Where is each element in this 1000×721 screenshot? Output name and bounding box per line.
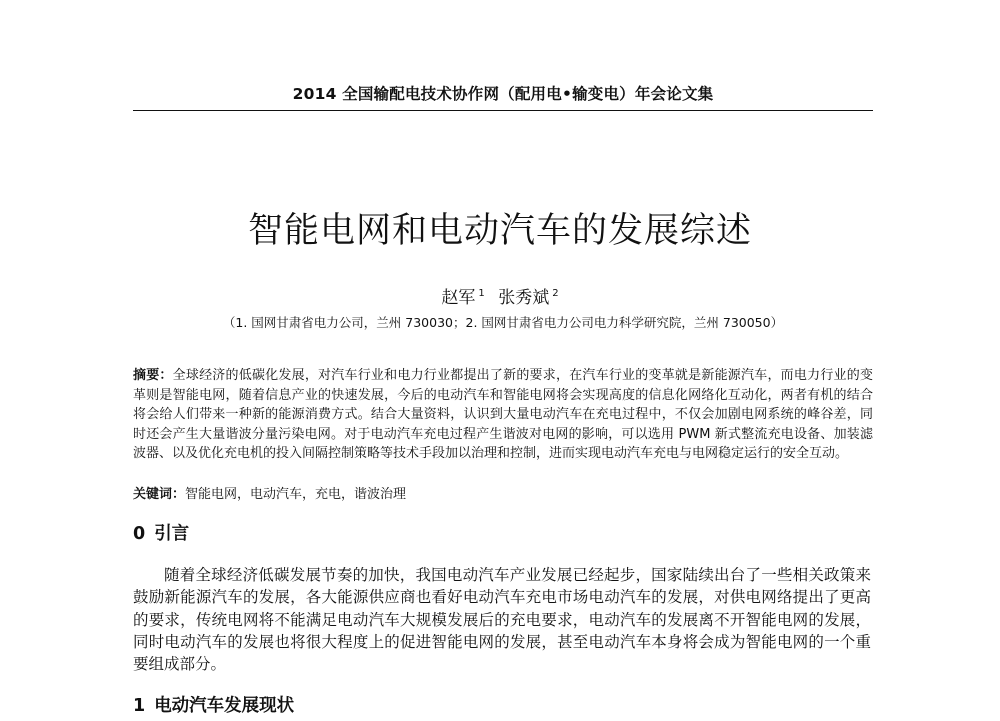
author-1: [441, 288, 484, 308]
section-heading-introduction: [133, 522, 189, 546]
header-rule: [133, 110, 873, 111]
author-name: 张秀斌: [498, 288, 550, 308]
section-number: 0: [133, 524, 146, 544]
abstract-text: 全球经济的低碳化发展，对汽车行业和电力行业都提出了新的要求，在汽车行业的变革就是新能源汽车，而电力行业的变革则是智能电网，随着信息产业的快速发展，今后的电动汽车和智能电网将会实现高度的信息化网络化互动化，两者有机的结合将会给人们带来一种新的能源消费方式。结合大量资料，认识到大量电动汽车在充电过程中，不仅会加剧电网系统的峰谷差，同时还会产生大量谐波分量污染电网。对于电动汽车充电过程产生谐波对电网的影响，可以选用 PWM 新式整流充电设备、加装滤波器、以及优化充电机的投入间隔控制策略等技术手段加以治理和控制，进而实现电动汽车充电与电网稳定运行的安全互动。: [133, 368, 873, 462]
affiliation-mark: 1: [478, 288, 485, 299]
section-number: 1: [133, 696, 146, 716]
author-name: 赵军: [441, 288, 476, 308]
section-title: 引言: [154, 524, 190, 544]
affiliation-mark: 2: [552, 288, 559, 299]
abstract-label: 摘要：: [133, 368, 173, 383]
running-header: 2014 全国输配电技术协作网（配用电•输变电）年会论文集: [292, 85, 714, 103]
affiliations: （1. 国网甘肃省电力公司，兰州 730030；2. 国网甘肃省电力公司电力科学研究院，兰州 730050）: [222, 315, 784, 330]
keywords-label: 关键词：: [133, 487, 186, 502]
author-line: [300, 283, 700, 309]
abstract: [133, 366, 873, 464]
paragraph: 随着全球经济低碳发展节奏的加快，我国电动汽车产业发展已经起步，国家陆续出台了一些相关政策来鼓励新能源汽车的发展，各大能源供应商也看好电动汽车充电市场电动汽车的发展，对供电网络提出了更高的要求，传统电网将不能满足电动汽车大规模发展后的充电要求，电动汽车的发展离不开智能电网的发展，同时电动汽车的发展也将很大程度上的促进智能电网的发展，甚至电动汽车本身将会成为智能电网的一个重要组成部分。: [133, 566, 871, 674]
introduction-body: [133, 564, 871, 675]
section-heading-ev-status: [133, 694, 294, 718]
author-2: [498, 288, 558, 308]
keywords: [133, 485, 873, 504]
section-title: 电动汽车发展现状: [154, 696, 295, 716]
keywords-text: 智能电网，电动汽车，充电，谐波治理: [185, 487, 407, 502]
paper-title: 智能电网和电动汽车的发展综述: [247, 211, 752, 251]
